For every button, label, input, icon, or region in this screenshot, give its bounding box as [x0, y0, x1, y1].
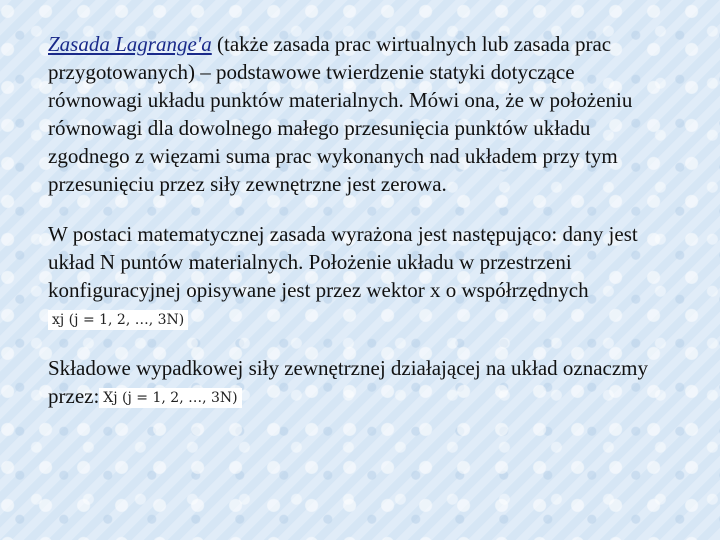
- coordinates-formula: xj (j = 1, 2, …, 3N): [48, 310, 188, 330]
- math-form-paragraph: [48, 220, 658, 332]
- forces-formula: Xj (j = 1, 2, …, 3N): [99, 388, 241, 408]
- term-link[interactable]: Zasada Lagrange'a: [48, 32, 212, 56]
- definition-text: (także zasada prac wirtualnych lub zasada prac przygotowanych) – podstawowe twierdzenie statyki dotyczące równowagi układu punktów materialnych. Mówi ona, że w położeniu równowagi dla dowolnego małego przesunięcia punktów układu zgodnego z więzami suma prac wykonanych nad układem przy tym przesunięciu przez siły zewnętrzne jest zerowa.: [48, 32, 633, 196]
- slide-content: [48, 30, 658, 432]
- forces-text: Składowe wypadkowej siły zewnętrznej działającej na układ oznaczmy przez:: [48, 356, 649, 408]
- definition-paragraph: [48, 30, 658, 198]
- math-form-text: W postaci matematycznej zasada wyrażona jest następująco: dany jest układ N puntów materialnych. Położenie układu w przestrzeni konfiguracyjnej opisywane jest przez wektor x o współrzędnych: [48, 222, 638, 302]
- forces-paragraph: [48, 354, 658, 410]
